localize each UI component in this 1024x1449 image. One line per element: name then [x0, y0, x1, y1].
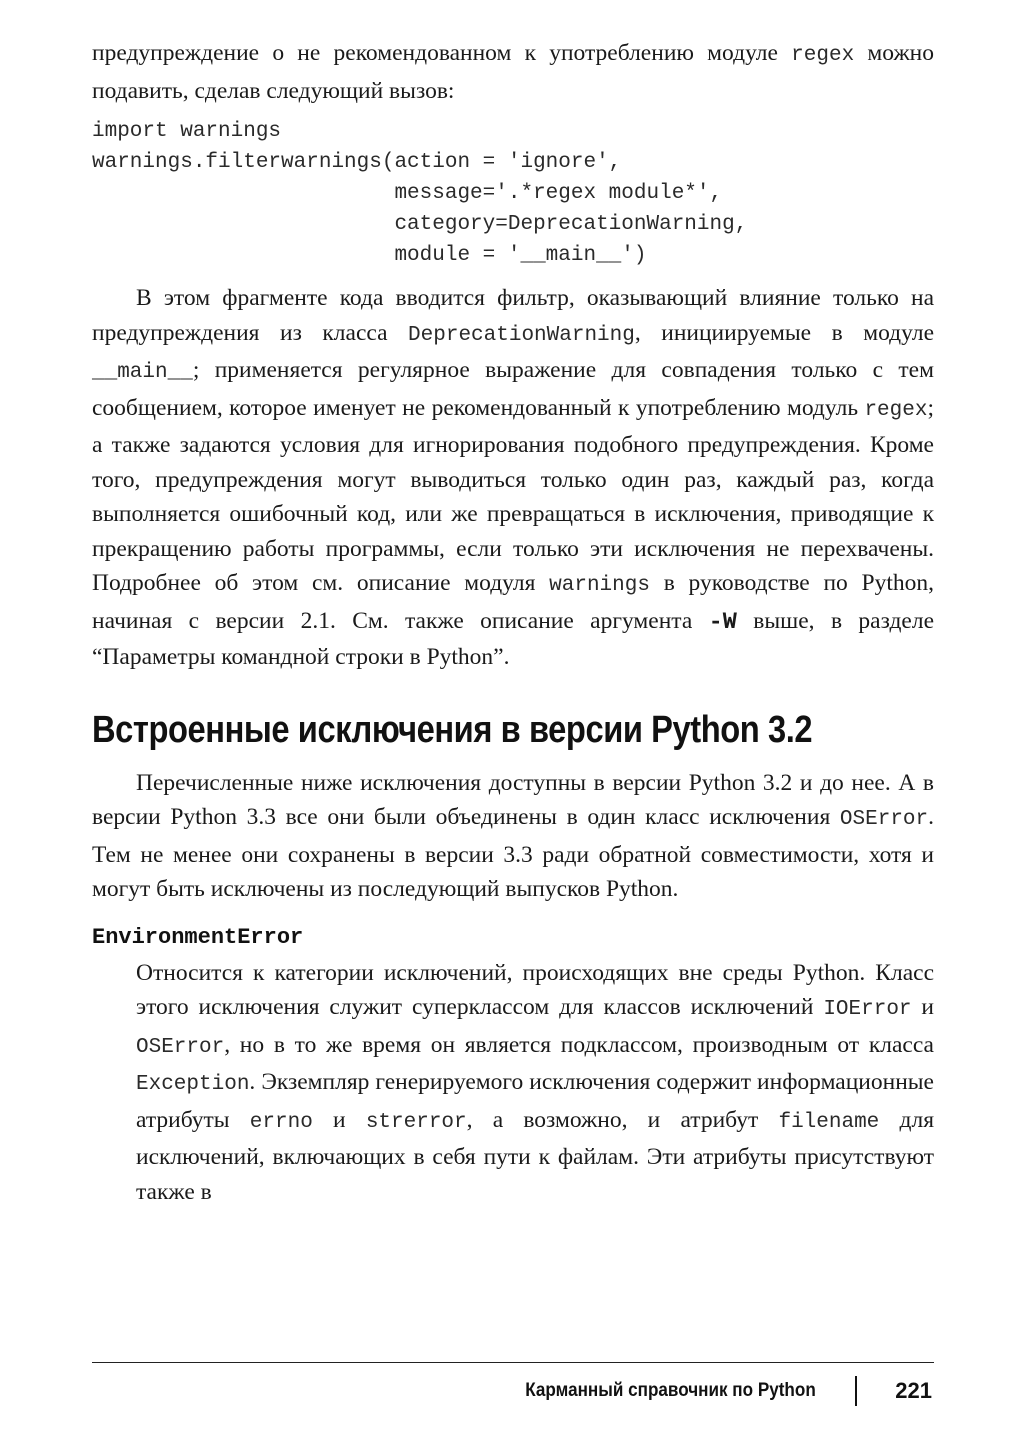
text: , но в то же время он является подклассом, производным от класса — [224, 1031, 934, 1058]
text: в руководстве по Python, начиная с версии 2.1. См. также описание аргумента — [92, 570, 934, 634]
text: выше, в разделе “Параметры командной строки в Python”. — [92, 607, 934, 670]
text: В этом фрагменте кода вводится фильтр, оказывающий влияние только на предупреждения из класса — [92, 285, 934, 346]
text: ; а также задаются условия для игнорирования подобного предупреждения. Кроме того, предупреждения могут выводиться только один раз, каждый раз, когда выполняется ошибочный код, или же превращаться в исключения, приводящие к прекращению работы программы, если только эти исключения не перехвачены. Подробнее об этом см. описание модуля — [92, 394, 934, 596]
inline-code: regex — [864, 398, 928, 422]
paragraph-section-intro — [92, 766, 934, 907]
text: и — [312, 1106, 366, 1133]
text: Перечисленные ниже исключения доступны в версии Python 3.2 и до нее. А в версии Python 3.3 все они были объединены в один класс исключения — [92, 769, 934, 830]
inline-code: OSError — [136, 1035, 225, 1059]
text: . Тем не менее они сохранены в версии 3.3 ради обратной совместимости, хотя и могут быть исключены из последующий выпусков Python. — [92, 804, 934, 902]
inline-code: filename — [778, 1110, 880, 1134]
inline-code: DeprecationWarning — [408, 323, 635, 347]
inline-code: __main__ — [92, 361, 193, 384]
text: ; применяется регулярное выражение для совпадения только с тем сообщением, которое именует не рекомендованный к употреблению модуль — [92, 357, 934, 421]
footer-separator — [855, 1376, 857, 1406]
inline-code: OSError — [839, 808, 929, 831]
intro-paragraph — [92, 36, 934, 108]
text: . Экземпляр генерируемого исключения содержит информационные атрибуты — [136, 1069, 934, 1133]
text: для исключений, включающих в себя пути к файлам. Эти атрибуты присутствуют также в — [136, 1106, 934, 1205]
inline-code: regex — [791, 44, 855, 67]
term-name: EnvironmentError — [92, 924, 304, 950]
inline-code: Exception — [136, 1073, 250, 1096]
text: , а возможно, и атрибут — [466, 1106, 779, 1133]
text: и — [911, 994, 934, 1020]
text: предупреждение о не рекомендованном к употреблению модуле — [92, 40, 792, 66]
text: , инициируемые в модуле — [634, 319, 934, 346]
inline-code: warnings — [549, 574, 650, 597]
section-heading: Встроенные исключения в версии Python 3.2 — [92, 708, 813, 751]
inline-code-bold: -W — [708, 608, 737, 636]
text: можно подавить, сделав следующий вызов: — [92, 40, 935, 104]
code-block: import warnings warnings.filterwarnings(action = 'ignore', message='.*regex module*', category=DeprecationWarning, module = '__main__') — [92, 120, 748, 267]
page-number: 221 — [895, 1378, 932, 1403]
term-description — [136, 956, 934, 1210]
paragraph-filter-explanation — [92, 281, 934, 675]
text: Относится к категории исключений, происходящих вне среды Python. Класс этого исключения служит суперклассом для классов исключений — [136, 959, 934, 1020]
page-footer — [493, 1374, 932, 1408]
page-content — [92, 36, 934, 1209]
inline-code: strerror — [365, 1110, 467, 1134]
footer-book-title: Карманный справочник по Python — [524, 1380, 816, 1401]
inline-code: IOError — [823, 998, 912, 1021]
footer-divider — [92, 1362, 934, 1363]
inline-code: errno — [249, 1110, 313, 1134]
